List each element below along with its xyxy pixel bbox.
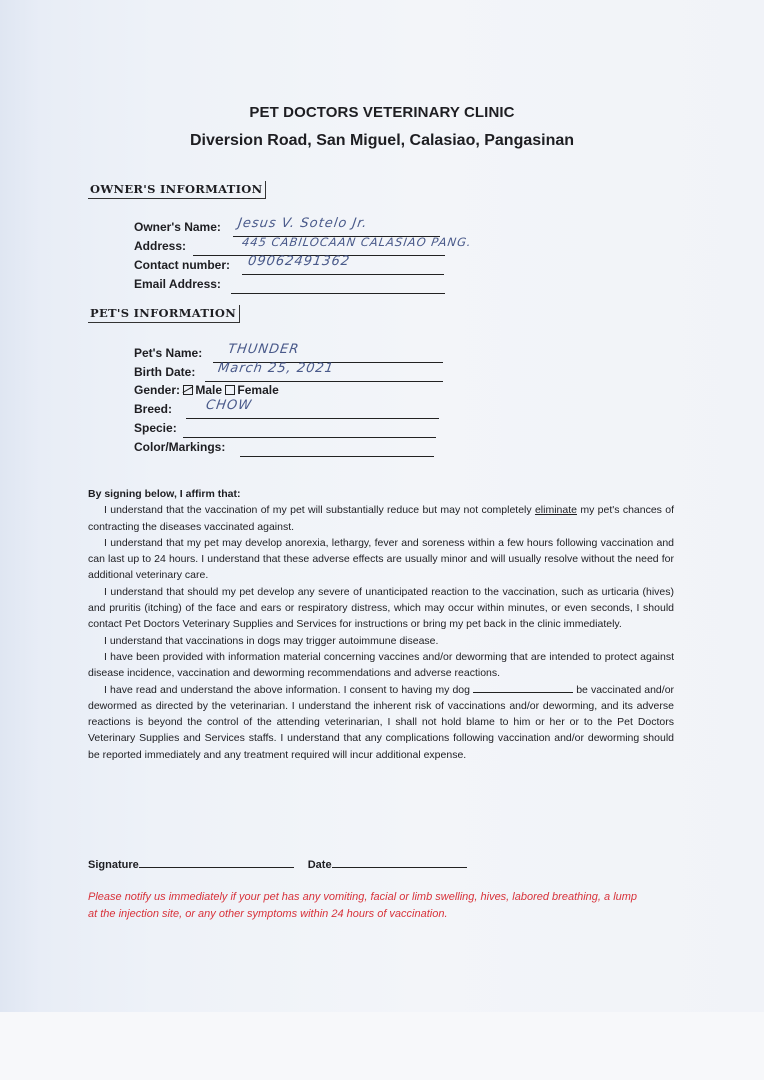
gender-label: Gender: (134, 383, 181, 397)
specie-line[interactable] (183, 423, 436, 438)
owner-name-value[interactable]: Jesus V. Sotelo Jr. (236, 216, 369, 231)
affirmation-section (88, 486, 674, 763)
pet-name-value[interactable]: THUNDER (226, 342, 301, 357)
address-label: Address: (134, 239, 187, 253)
affirmation-paragraph-5: I have been provided with information material concerning vaccines and/or deworming that are intended to protect against disease incidence, vaccination and deworming recommendations and adverse reactions. (88, 650, 674, 680)
signature-label: Signature (88, 859, 139, 871)
owner-section-heading: OWNER'S INFORMATION (88, 181, 266, 199)
affirmation-paragraph-2: I understand that my pet may develop anorexia, lethargy, fever and soreness within a few hours following vaccination and can last up to 24 hours. I understand that these adverse effects are usually minor and will usually resolve without the need for additional veterinary care. (88, 536, 674, 582)
specie-label: Specie: (134, 421, 177, 435)
color-markings-line[interactable] (240, 442, 434, 457)
p1-text-start: I understand that the vaccination of my pet will substantially reduce but may not completely (104, 504, 532, 517)
color-markings-label: Color/Markings: (134, 440, 226, 454)
affirmation-paragraph-6 (88, 682, 674, 763)
p1-underlined-word: eliminate (534, 504, 577, 517)
birth-date-value[interactable]: March 25, 2021 (216, 361, 335, 376)
email-address-line[interactable] (231, 279, 445, 294)
p6-text-end: be vaccinated and/or dewormed as directed by the veterinarian. I understand the inherent risk of vaccinations and/or deworming, and its adverse reactions is beyond the control of the attending veterinarian, I shall not hold blame to him or her or to the Pet Doctors Veterinary Supplies and Services staffs. I understand that any complications following vaccination and/or deworming should be reported immediately and any treatment required will incur additional expense. (88, 683, 675, 761)
p1-text-end: my pet's chances of contracting the diseases vaccinated against. (88, 504, 675, 533)
breed-value[interactable]: CHOW (204, 398, 254, 413)
signature-row (88, 857, 467, 871)
date-line[interactable] (332, 857, 467, 868)
birth-date-label: Birth Date: (134, 365, 196, 379)
affirmation-paragraph-3: I understand that should my pet develop any severe of unanticipated reaction to the vaccination, such as urticaria (hives) and pruritis (itching) of the face and ears or respiratory distress, which may occur within minutes, or even seconds, I should contact Pet Doctors Veterinary Supplies and Services for instructions or bring my pet back in the clinic immediately. (88, 585, 674, 631)
clinic-address: Diversion Road, San Miguel, Calasiao, Pangasinan (189, 132, 575, 149)
affirmation-paragraph-1 (88, 502, 674, 535)
clinic-name: PET DOCTORS VETERINARY CLINIC (249, 104, 515, 121)
gender-field (134, 383, 279, 397)
affirmation-paragraph-4: I understand that vaccinations in dogs may trigger autoimmune disease. (104, 634, 439, 647)
contact-number-value[interactable]: 09062491362 (246, 254, 352, 269)
male-checkbox[interactable] (183, 385, 193, 395)
dog-name-blank[interactable] (473, 682, 573, 693)
pet-section-heading: PET'S INFORMATION (88, 305, 240, 323)
page-margin (0, 1012, 764, 1080)
post-vaccination-notice: Please notify us immediately if your pet has any vomiting, facial or limb swelling, hives, labored breathing, a lump at the injection site, or any other symptoms within 24 hours of vaccination. (88, 891, 638, 920)
address-value[interactable]: 445 CABILOCAAN CALASIAO PANG. (241, 235, 473, 249)
owner-name-label: Owner's Name: (134, 220, 221, 234)
female-checkbox[interactable] (225, 385, 235, 395)
contact-number-label: Contact number: (134, 258, 230, 272)
date-label: Date (307, 859, 332, 871)
p6-text-start: I have read and understand the above information. I consent to having my dog (104, 683, 470, 696)
pet-name-label: Pet's Name: (134, 346, 203, 360)
email-address-label: Email Address: (134, 277, 221, 291)
signature-line[interactable] (139, 857, 294, 868)
female-option-label: Female (237, 383, 279, 397)
male-option-label: Male (195, 383, 223, 397)
breed-label: Breed: (134, 402, 173, 416)
affirmation-heading: By signing below, I affirm that: (88, 488, 241, 500)
